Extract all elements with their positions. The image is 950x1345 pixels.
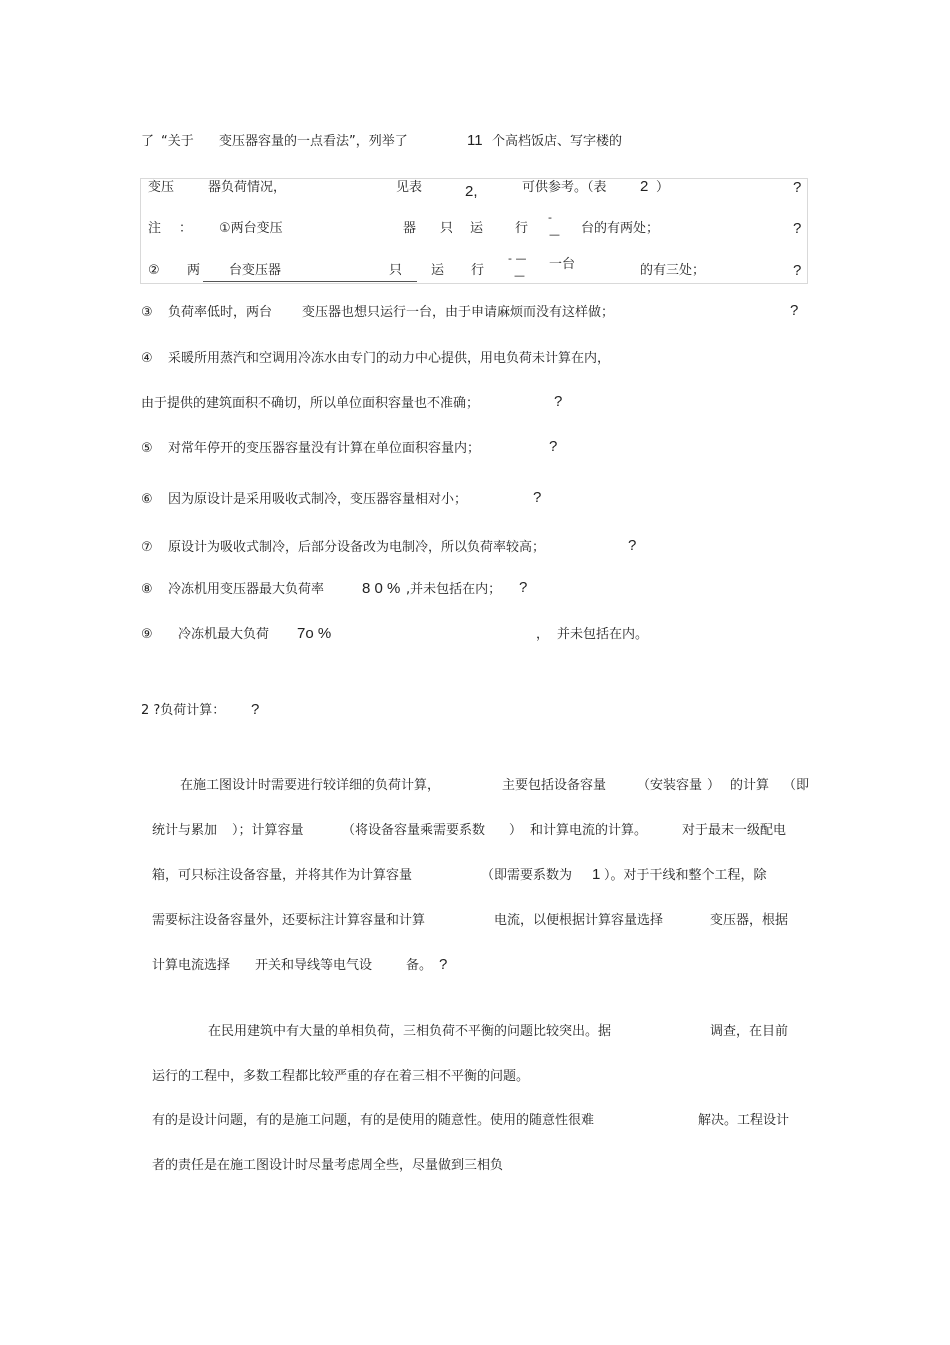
box-r3-c3: 行: [471, 263, 485, 278]
para1-l2f: 对于最末一级配电: [682, 823, 787, 838]
item-7-question: ?: [628, 537, 637, 554]
item-7-text: 原设计为吸收式制冷，后部分设备改为电制冷，所以负荷率较高；: [168, 540, 546, 555]
box-r3-dash2: —: [514, 269, 525, 282]
para1-l5c: 备。: [406, 958, 433, 973]
item-9-number: ⑨: [141, 627, 153, 642]
box-r2-question: ?: [793, 220, 802, 237]
para1-l1b: 主要包括设备容量: [502, 778, 607, 793]
para1-l1a: 在施工图设计时需要进行较详细的负荷计算，: [180, 778, 441, 793]
para2-l1a: 在民用建筑中有大量的单相负荷，三相负荷不平衡的问题比较突出。据: [208, 1024, 612, 1039]
para1-l3d: ）。对于干线和整个工程，除: [604, 868, 767, 883]
item-3-number: ③: [141, 305, 153, 320]
para1-l1c: （安装容量: [637, 778, 703, 793]
item-6-number: ⑥: [141, 492, 153, 507]
item-7-number: ⑦: [141, 540, 153, 555]
box-r3-c: 台变压器: [229, 263, 282, 278]
item-8-question: ?: [519, 579, 528, 596]
box-r3-d: 的有三处；: [640, 263, 706, 278]
para1-l5b: 开关和导线等电气设: [255, 958, 373, 973]
item-9-text: 冷冻机最大负荷: [178, 627, 270, 642]
box-r3-question: ?: [793, 262, 802, 279]
box-r1-b: 器负荷情况，: [208, 180, 287, 195]
box-r2-colon: ：: [179, 221, 193, 236]
box-r2-a: 注: [148, 221, 162, 236]
item-9-text2: ，: [536, 627, 550, 642]
section-heading: 2 ?负荷计算：: [141, 703, 226, 718]
intro-text-b: “关于: [161, 134, 194, 149]
para1-l2a: 统计与累加: [152, 823, 218, 838]
item-5-question: ?: [549, 438, 558, 455]
box-r3-c2: 运: [431, 263, 445, 278]
para1-l2b: ）；计算容量: [232, 823, 304, 838]
para1-l4c: 变压器，根据: [710, 913, 789, 928]
para2-l1b: 调查，在目前: [710, 1024, 789, 1039]
box-r3-a: ②: [148, 263, 160, 278]
para2-l4: 者的责任是在施工图设计时尽量考虑周全些，尽量做到三相负: [152, 1158, 504, 1173]
box-r3-dashes: - —: [508, 252, 527, 265]
para1-question: ?: [439, 956, 448, 973]
box-r1-c: 见表: [396, 180, 423, 195]
item-5-text: 对常年停开的变压器容量没有计算在单位面积容量内；: [168, 441, 481, 456]
item-4-question: ?: [554, 393, 563, 410]
box-r1-question: ?: [793, 179, 802, 196]
item-4-number: ④: [141, 351, 153, 366]
item-9-percent: 7o %: [297, 625, 332, 642]
intro-text-d: 个高档饭店、写字楼的: [492, 134, 623, 149]
box-r3-b: 两: [187, 263, 201, 278]
item-3-text: 负荷率低时，两台: [168, 305, 273, 320]
para1-l2d: ）: [509, 823, 523, 838]
box-r1-table-num: 2: [640, 178, 649, 195]
para2-l3a: 有的是设计问题，有的是施工问题，有的是使用的随意性。使用的随意性很难: [152, 1113, 595, 1128]
para1-l1e: 的计算: [730, 778, 770, 793]
item-5-number: ⑤: [141, 441, 153, 456]
box-r2-d: 台的有两处；: [581, 221, 660, 236]
para1-l4b: 电流，以便根据计算容量选择: [494, 913, 664, 928]
para1-l2c: （将设备容量乘需要系数: [342, 823, 486, 838]
para1-l4a: 需要标注设备容量外，还要标注计算容量和计算: [152, 913, 426, 928]
para1-l1f: （即: [783, 778, 810, 793]
item-8-percent: 8 0 %: [362, 580, 401, 597]
item-4-text: 采暖所用蒸汽和空调用冷冻水由专门的动力中心提供，用电负荷未计算在内，: [168, 351, 611, 366]
item-6-question: ?: [533, 489, 542, 506]
box-r1-a: 变压: [148, 180, 175, 195]
item-3-text2: 变压器也想只运行一台，由于申请麻烦而没有这样做；: [302, 305, 615, 320]
box-r3-c1: 只: [389, 263, 403, 278]
box-r1-close: ）: [656, 180, 670, 195]
box-r2-dash1: -: [548, 211, 552, 224]
box-r2-c4: 行: [515, 221, 529, 236]
box-r3-tai: 一台: [549, 257, 576, 272]
para1-l5a: 计算电流选择: [152, 958, 231, 973]
item-8-text: 冷冻机用变压器最大负荷率: [168, 582, 325, 597]
intro-text-a: 了: [141, 134, 155, 149]
box-r2-c1: 器: [403, 221, 417, 236]
intro-text-c: 变压器容量的一点看法”，列举了: [219, 134, 408, 149]
box-r1-d: 可供参考。（表: [522, 180, 607, 195]
para2-l3b: 解决。工程设计: [698, 1113, 790, 1128]
box-r3-underline: [203, 281, 417, 282]
item-8-text2: ,并未包括在内；: [406, 582, 502, 597]
para1-l3b: （即需要系数为: [481, 868, 573, 883]
item-6-text: 因为原设计是采用吸收式制冷，变压器容量相对小；: [168, 492, 468, 507]
box-r2-c2: 只: [440, 221, 454, 236]
para2-l2: 运行的工程中，多数工程都比较严重的存在着三相不平衡的问题。: [152, 1069, 530, 1084]
box-r2-c3: 运: [470, 221, 484, 236]
para1-l3c: 1: [592, 866, 601, 883]
section-question: ?: [251, 701, 260, 718]
item-4-continuation: 由于提供的建筑面积不确切，所以单位面积容量也不准确；: [141, 396, 480, 411]
item-8-number: ⑧: [141, 582, 153, 597]
para1-l1d: ）: [707, 778, 721, 793]
para1-l2e: 和计算电流的计算。: [530, 823, 648, 838]
box-r1-num: 2,: [465, 183, 478, 200]
para1-l3a: 箱，可只标注设备容量，并将其作为计算容量: [152, 868, 413, 883]
box-r2-dash2: —: [549, 228, 560, 241]
item-9-text3: 并未包括在内。: [557, 627, 649, 642]
intro-number: 11: [467, 132, 483, 149]
box-r2-b: ①两台变压: [219, 221, 283, 236]
item-3-question: ?: [790, 302, 799, 319]
